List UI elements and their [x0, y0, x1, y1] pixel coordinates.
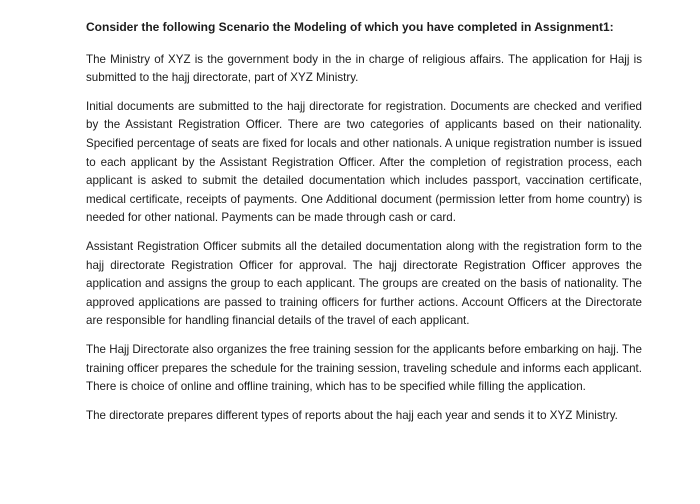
paragraph-initial-documents: Initial documents are submitted to the hajj directorate for registration. Documents are checked and verified by the Assistant Registration Officer. There are two categories of applicants based on their nationality. Specified percentage of seats are fixed for locals and other nationals. A unique registration number is issued to each applicant by the Assistant Registration Officer. After the completion of registration process, each applicant is asked to submit the detailed documentation which includes passport, vaccination certificate, medical certificate, receipts of payments. One Additional document (permission letter from home country) is needed for other national. Payments can be made through cash or card.	[86, 99, 642, 225]
paragraph-reports: The directorate prepares different types of reports about the hajj each year and sends it to XYZ Ministry.	[86, 408, 618, 422]
document-body	[86, 18, 642, 435]
paragraph-training-session: The Hajj Directorate also organizes the free training session for the applicants before embarking on hajj. The training officer prepares the schedule for the training session, traveling schedule and informs each applicant. There is choice of online and offline training, which has to be specified while filling the application.	[86, 342, 642, 394]
scenario-heading: Consider the following Scenario the Modeling of which you have completed in Assignment1:	[86, 20, 614, 34]
paragraph-ministry-intro: The Ministry of XYZ is the government body in the in charge of religious affairs. The application for Hajj is submitted to the hajj directorate, part of XYZ Ministry.	[86, 52, 642, 85]
paragraph-registration-approval: Assistant Registration Officer submits all the detailed documentation along with the registration form to the hajj directorate Registration Officer for approval. The hajj directorate Registration Officer approves the application and assigns the group to each applicant. The groups are created on the basis of nationality. The approved applications are passed to training officers for further actions. Account Officers at the Directorate are responsible for handling financial details of the travel of each applicant.	[86, 239, 642, 328]
